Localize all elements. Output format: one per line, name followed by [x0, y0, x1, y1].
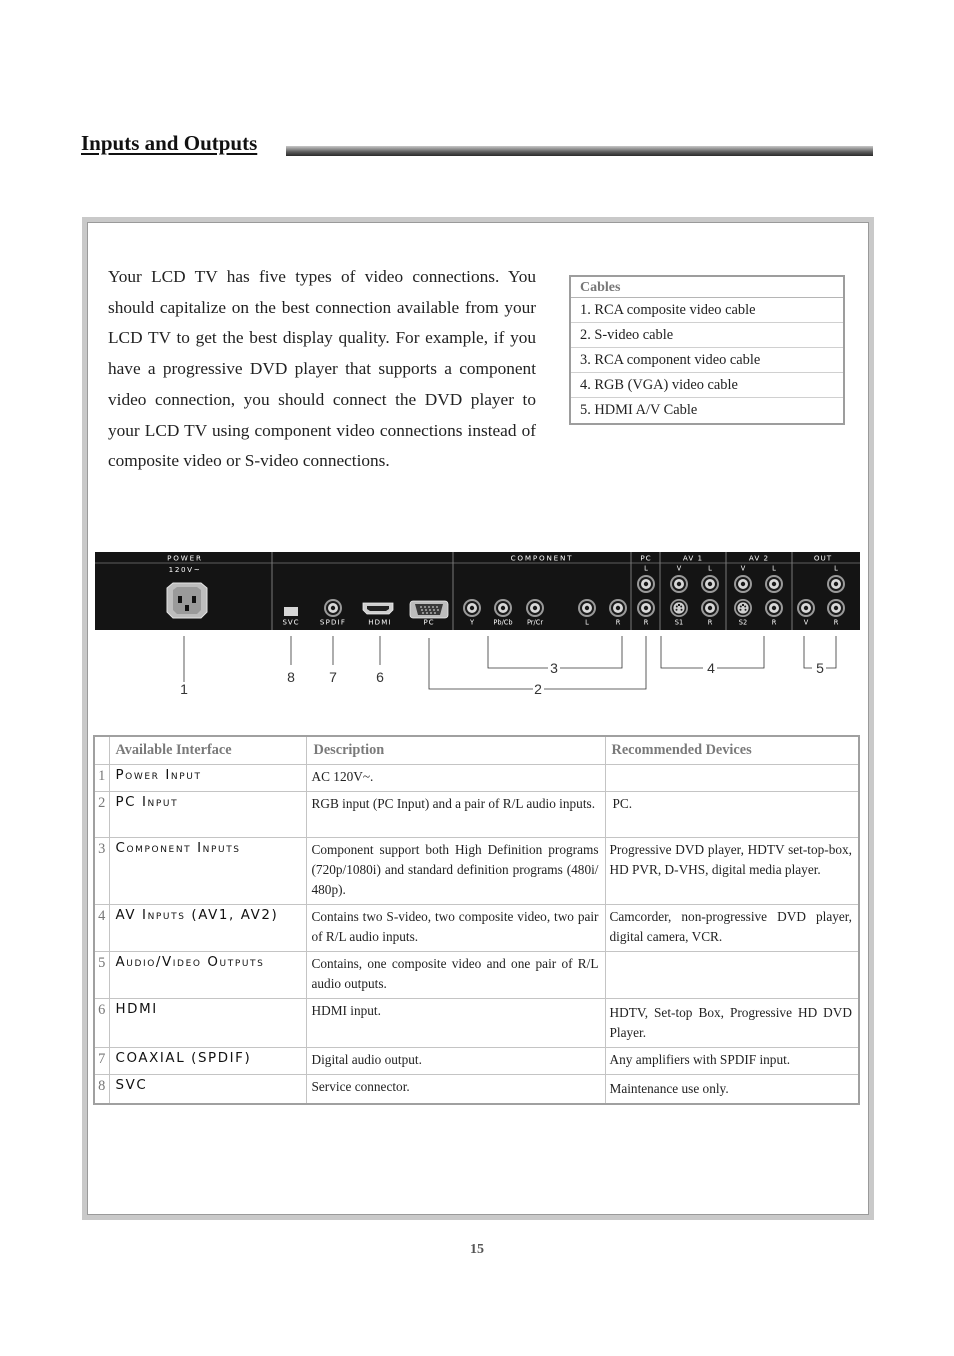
pc-audio-r-jack-icon [637, 599, 655, 617]
callout-4: 4 [707, 660, 715, 676]
component-audio-l-jack-icon [578, 599, 596, 617]
table-row [94, 838, 859, 905]
cable-item: 1. RCA composite video cable [571, 298, 843, 323]
row-number: 8 [94, 1075, 109, 1105]
component-pb-jack-icon [494, 599, 512, 617]
panel-av1-label: AV 1 [682, 553, 704, 563]
out-audio-l-jack-icon [827, 575, 845, 593]
component-pr-jack-icon [526, 599, 544, 617]
av2-v-label: V [740, 564, 746, 573]
component-r-label: R [615, 618, 621, 627]
panel-out-label: OUT [813, 553, 833, 563]
table-row [94, 905, 859, 952]
row-interface: HDMI [109, 999, 306, 1048]
component-pb-label: Pb/Cb [493, 618, 513, 627]
row-devices: Any amplifiers with SPDIF input. [605, 1048, 859, 1075]
av1-s1-label: S1 [674, 618, 684, 627]
component-l-label: L [585, 618, 589, 627]
component-y-jack-icon [463, 599, 481, 617]
row-devices: HDTV, Set-top Box, Progressive HD DVD Player. [605, 999, 859, 1048]
row-devices [605, 765, 859, 792]
panel-av2-label: AV 2 [748, 553, 770, 563]
pc-port-label: PC [423, 618, 435, 627]
row-number: 6 [94, 999, 109, 1048]
rear-panel-svg [95, 552, 860, 630]
pc-audio-l-jack-icon [637, 575, 655, 593]
cable-item: 5. HDMI A/V Cable [580, 402, 698, 418]
callout-1: 1 [180, 681, 188, 697]
spdif-port-icon [324, 599, 342, 617]
av1-v-label: V [676, 564, 682, 573]
panel-voltage-label: 120V~ [168, 565, 202, 574]
av2-audio-r-jack-icon [765, 599, 783, 617]
row-description: Digital audio output. [306, 1048, 605, 1075]
table-header-interface: Available Interface [109, 736, 306, 765]
table-row [94, 1048, 859, 1075]
row-description: AC 120V~. [306, 765, 605, 792]
table-header-devices: Recommended Devices [605, 736, 859, 765]
vga-port-icon [410, 601, 448, 618]
out-audio-r-jack-icon [827, 599, 845, 617]
row-devices: Progressive DVD player, HDTV set-top-box, HD PVR, D-VHS, digital media player. [605, 838, 859, 905]
row-description: RGB input (PC Input) and a pair of R/L audio inputs. [306, 792, 605, 838]
table-row [94, 952, 859, 999]
row-description: Service connector. [306, 1075, 605, 1105]
row-number: 4 [94, 905, 109, 952]
out-l-label: L [834, 564, 838, 573]
row-interface: Power Input [109, 765, 306, 792]
row-interface: Component Inputs [109, 838, 306, 905]
row-devices: Maintenance use only. [605, 1075, 859, 1105]
page-number: 15 [470, 1242, 484, 1257]
component-pr-label: Pr/Cr [526, 618, 544, 627]
av1-l-label: L [708, 564, 712, 573]
av1-video-jack-icon [670, 575, 688, 593]
hdmi-port-label: HDMI [368, 618, 392, 627]
callout-svg [95, 630, 860, 700]
panel-component-label: COMPONENT [510, 553, 574, 563]
row-number: 5 [94, 952, 109, 999]
svc-port-label: SVC [282, 618, 300, 627]
intro-paragraph: Your LCD TV has five types of video connections. You should capitalize on the best connection available from your LCD TV to get the best display quality. For example, if you have a progressive DVD player that supports a component video connection, you should connect the DVD player to your LCD TV using component video connections instead of composite video or S-video connections. [108, 267, 536, 471]
av1-audio-l-jack-icon [701, 575, 719, 593]
table-row [94, 1075, 859, 1105]
av2-audio-l-jack-icon [765, 575, 783, 593]
av2-s2-label: S2 [738, 618, 748, 627]
row-description: Contains two S-video, two composite video, two pair of R/L audio inputs. [306, 905, 605, 952]
component-y-label: Y [469, 618, 475, 627]
row-number: 7 [94, 1048, 109, 1075]
av1-svideo-jack-icon [670, 599, 688, 617]
table-header-row [94, 736, 859, 765]
av1-audio-r-jack-icon [701, 599, 719, 617]
cable-item: 3. RCA component video cable [571, 348, 843, 373]
row-devices: PC. [605, 792, 859, 838]
cables-title: Cables [571, 277, 843, 298]
rear-panel-diagram [95, 552, 860, 630]
callout-6: 6 [376, 669, 384, 685]
callout-7: 7 [329, 669, 337, 685]
row-interface: COAXIAL (SPDIF) [109, 1048, 306, 1075]
callout-5: 5 [816, 660, 824, 676]
svc-port-icon [284, 607, 298, 616]
component-audio-r-jack-icon [609, 599, 627, 617]
row-devices [605, 952, 859, 999]
callout-3: 3 [550, 660, 558, 676]
callout-2: 2 [534, 681, 542, 697]
pc-audio-l-label: L [644, 564, 648, 573]
row-number: 3 [94, 838, 109, 905]
av2-video-jack-icon [734, 575, 752, 593]
cables-box [569, 275, 845, 425]
table-row [94, 792, 859, 838]
row-number: 1 [94, 765, 109, 792]
callout-diagram [95, 630, 860, 700]
hdmi-port-icon [363, 603, 393, 614]
panel-power-label: POWER [167, 553, 203, 563]
panel-pc-label: PC [640, 553, 652, 563]
row-description: Contains, one composite video and one pair of R/L audio outputs. [306, 952, 605, 999]
row-interface: PC Input [109, 792, 306, 838]
table-header-number [94, 736, 109, 765]
av2-r-label: R [771, 618, 777, 627]
av2-l-label: L [772, 564, 776, 573]
av2-svideo-jack-icon [734, 599, 752, 617]
power-socket-icon [167, 583, 207, 618]
pc-audio-r-label: R [643, 618, 649, 627]
av1-r-label: R [707, 618, 713, 627]
row-interface: Audio/Video Outputs [109, 952, 306, 999]
table-header-description: Description [306, 736, 605, 765]
row-devices: Camcorder, non-progressive DVD player, digital camera, VCR. [605, 905, 859, 952]
row-number: 2 [94, 792, 109, 838]
row-description: HDMI input. [306, 999, 605, 1048]
row-interface: AV Inputs (AV1, AV2) [109, 905, 306, 952]
out-v-label: V [803, 618, 809, 627]
cable-item: 4. RGB (VGA) video cable [571, 373, 843, 398]
out-video-jack-icon [797, 599, 815, 617]
row-description: Component support both High Definition programs (720p/1080i) and standard definition programs (480i/ 480p). [306, 838, 605, 905]
spdif-port-label: SPDIF [319, 618, 347, 627]
table-row [94, 999, 859, 1048]
callout-8: 8 [287, 669, 295, 685]
table-row [94, 765, 859, 792]
row-interface: SVC [109, 1075, 306, 1105]
out-r-label: R [833, 618, 839, 627]
page-heading: Inputs and Outputs [81, 131, 258, 155]
cable-item: 2. S-video cable [571, 323, 843, 348]
heading-rule [286, 146, 873, 156]
interface-table [93, 735, 860, 1105]
